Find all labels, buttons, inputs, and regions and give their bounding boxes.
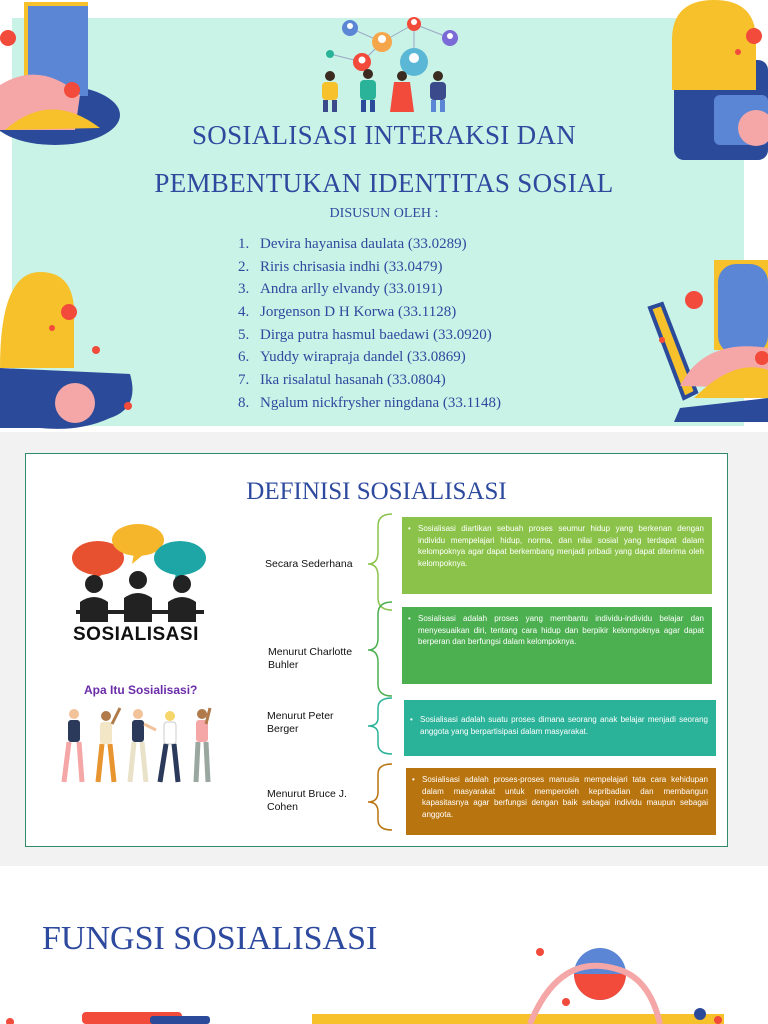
definition-title: DEFINISI SOSIALISASI [246,478,507,505]
definition-label-2: Menurut Charlotte Buhler [268,646,353,671]
author-item: 6. Yuddy wirapraja dandel (33.0869) [238,349,466,366]
function-title: FUNGSI SOSIALISASI [42,920,378,957]
function-slide [0,866,768,1024]
subtitle: DISUSUN OLEH : [329,206,439,221]
author-item: 3. Andra arlly elvandy (33.0191) [238,281,443,298]
social-network-illustration [310,14,470,114]
speech-bubbles-people-icon [70,522,210,622]
author-item: 8. Ngalum nickfrysher ningdana (33.1148) [238,394,502,411]
title-line-2: PEMBENTUKAN IDENTITAS SOSIAL [154,168,614,198]
decorative-shape-bottom [0,940,768,1024]
author-item: 2. Riris chrisasia indhi (33.0479) [238,258,443,275]
definition-slide [25,453,728,847]
decorative-shape-bottom-left [0,268,140,432]
sosialisasi-image-text: SOSIALISASI [73,624,199,645]
bullet-icon: • [408,524,411,533]
definition-label-1: Secara Sederhana [265,558,353,570]
brace-connectors [366,512,396,832]
author-list [238,233,501,415]
author-item: 5. Dirga putra hasmul baedawi (33.0920) [238,326,492,343]
bullet-icon: • [412,775,415,784]
bullet-icon: • [408,614,411,623]
title-slide [0,0,768,432]
bullet-icon: • [410,715,413,724]
definition-label-4: Menurut Bruce J. Cohen [267,788,347,813]
definition-box-1: • Sosialisasi diartikan sebuah proses seumur hidup yang berkenan dengan individu mempelajari hidup, norma, dan nilai sosial yang terdapat dalam kelompoknya agar dapat berkembang menjadi pribadi yang dapat diterima oleh kelompoknya. [402,517,712,594]
definition-label-3: Menurut Peter Berger [267,710,334,735]
author-item: 7. Ika risalatul hasanah (33.0804) [238,372,446,389]
title-line-1: SOSIALISASI INTERAKSI DAN [191,120,576,150]
definition-box-3: • Sosialisasi adalah suatu proses dimana seorang anak belajar menjadi seorang anggota yang berpartisipasi dalam masyarakat. [404,700,716,756]
apa-itu-sosialisasi-text: Apa Itu Sosialisasi? [84,683,198,697]
people-group-illustration [60,704,220,786]
definition-box-4: • Sosialisasi adalah proses-proses manusia mempelajari tata cara kehidupan dalam masyarakat untuk memperoleh kepribadian dan membangun kapasitasnya agar berfungsi dengan baik sebagai individu maupun sebagai anggota. [406,768,716,835]
author-item: 4. Jorgenson D H Korwa (33.1128) [238,304,457,321]
author-item: 1. Devira hayanisa daulata (33.0289) [238,236,467,252]
decorative-shape-bottom-right [644,258,768,422]
definition-box-2: • Sosialisasi adalah proses yang membantu individu-individu belajar dan menyesuaikan diri, tentang cara hidup dan berpikir kelompoknya agar dapat berperan dan berfungsi dalam kelompoknya. [402,607,712,684]
